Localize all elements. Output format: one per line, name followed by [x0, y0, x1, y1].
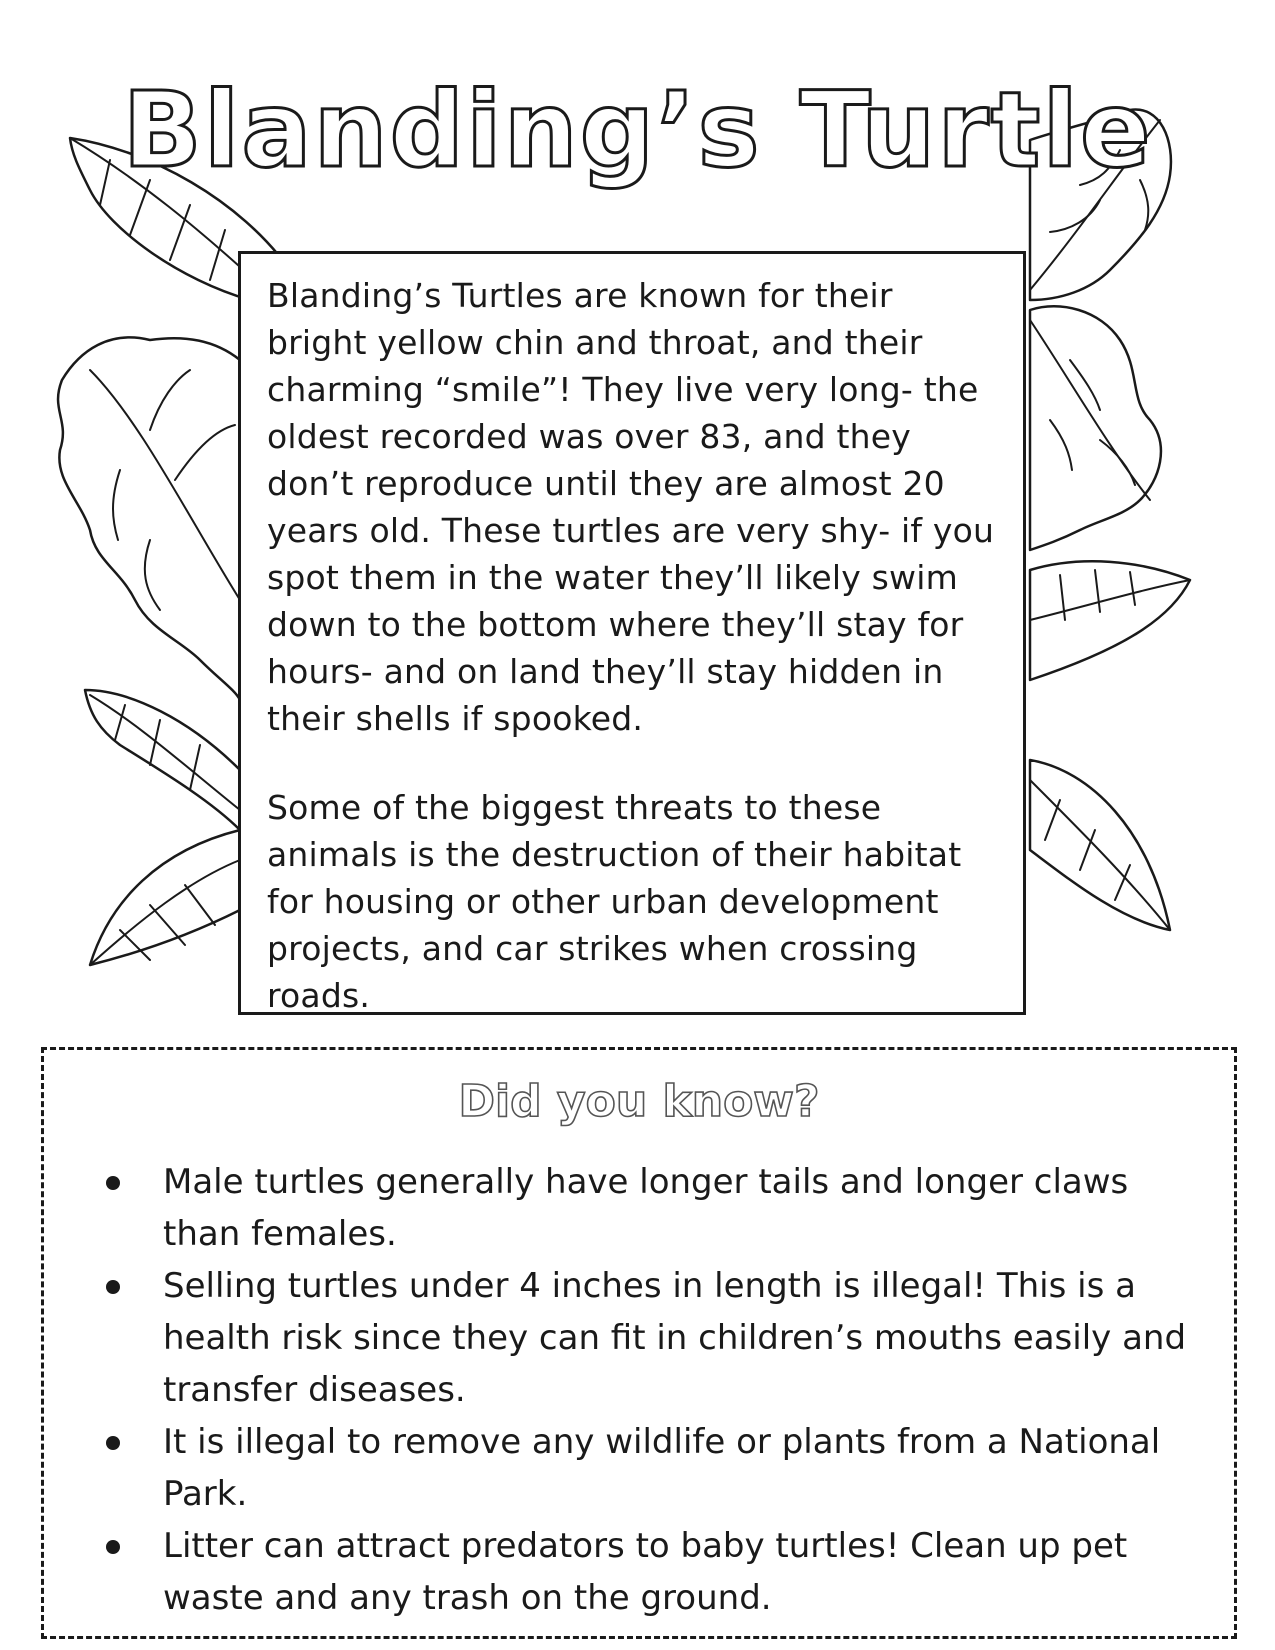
- info-box: [238, 251, 1026, 1015]
- did-you-know-heading: Did you know?: [458, 1076, 820, 1127]
- leaf-right-monstera-icon: [1030, 306, 1161, 550]
- bullet-icon: [106, 1280, 120, 1294]
- page-title: Blanding’s Turtle: [122, 69, 1153, 191]
- list-item: [44, 1520, 1234, 1624]
- fact-text: Litter can attract predators to baby turtles! Clean up pet waste and any trash on the ground.: [163, 1526, 1128, 1618]
- leaf-left-monstera-icon: [58, 337, 240, 700]
- fact-text: It is illegal to remove any wildlife or plants from a National Park.: [163, 1422, 1161, 1514]
- did-you-know-box: [41, 1047, 1237, 1639]
- leaf-left-mid-icon: [85, 690, 240, 830]
- fact-text: Selling turtles under 4 inches in length is illegal! This is a health risk since they can fit in children’s mouths easily and transfer diseases.: [163, 1266, 1187, 1410]
- info-paragraph: Blanding’s Turtles are known for their bright yellow chin and throat, and their charming “smile”! They live very long- the oldest recorded was over 83, and they don’t reproduce until they are almost 20 years old. These turtles are very shy- if you spot them in the water they’ll likely swim down to the bottom where they’ll stay for hours- and on land they’ll stay hidden in their shells if spooked.: [267, 276, 995, 738]
- list-item: [44, 1260, 1234, 1416]
- list-item: [44, 1416, 1234, 1520]
- bullet-icon: [106, 1176, 120, 1190]
- fact-text: Male turtles generally have longer tails and longer claws than females.: [163, 1162, 1129, 1254]
- bullet-icon: [106, 1436, 120, 1450]
- did-you-know-list: [44, 1156, 1234, 1624]
- list-item: [44, 1156, 1234, 1260]
- leaf-right-mid-icon: [1030, 561, 1190, 680]
- bullet-icon: [106, 1540, 120, 1554]
- info-paragraph: Some of the biggest threats to these animals is the destruction of their habitat for housing or other urban development projects, and car strikes when crossing roads.: [267, 788, 962, 1015]
